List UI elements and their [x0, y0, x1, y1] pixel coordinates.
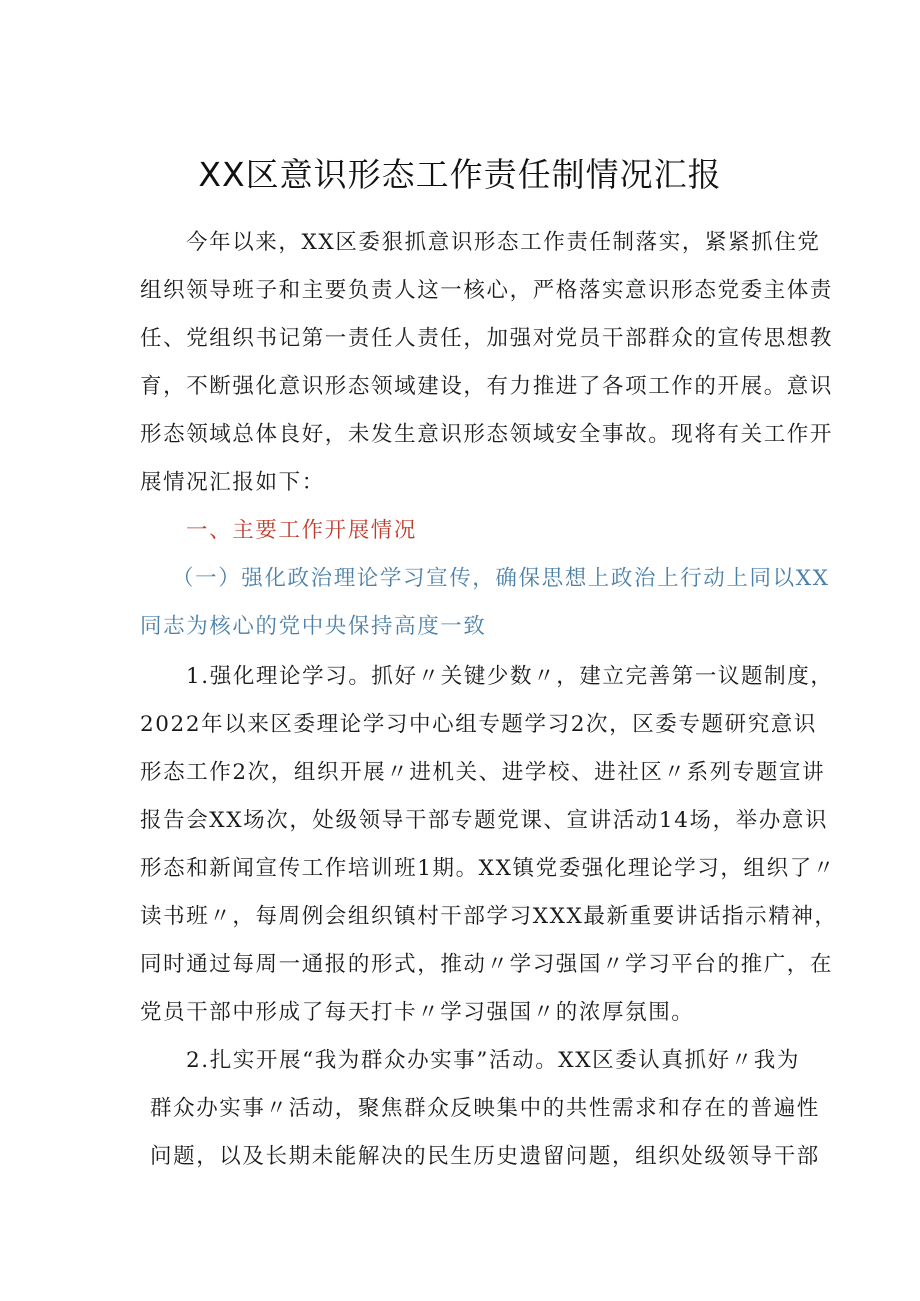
item2-line-3: 问题，以及长期未能解决的民生历史遗留问题，组织处级领导干部 [150, 1144, 820, 1169]
item1-line-2: 2022年以来区委理论学习中心组专题学习2次，区委专题研究意识 [140, 712, 817, 737]
subsection-heading-line-1: （一）强化政治理论学习宣传，确保思想上政治上行动上同以XX [172, 566, 830, 591]
item1-line-8: 党员干部中形成了每天打卡〃学习强国〃的浓厚氛围。 [140, 1000, 695, 1025]
document-title: XX区意识形态工作责任制情况汇报 [198, 155, 722, 194]
item1-line-1: 1.强化理论学习。抓好〃关键少数〃，建立完善第一议题制度， [186, 664, 834, 689]
intro-line-5: 形态领域总体良好，未发生意识形态领域安全事故。现将有关工作开 [140, 422, 834, 447]
item1-line-5: 形态和新闻宣传工作培训班1期。XX镇党委强化理论学习，组织了〃 [140, 856, 836, 881]
intro-line-3: 任、党组织书记第一责任人责任，加强对党员干部群众的宣传思想教 [140, 326, 834, 351]
intro-line-4: 育，不断强化意识形态领域建设，有力推进了各项工作的开展。意识 [140, 374, 834, 399]
intro-line-2: 组织领导班子和主要负责人这一核心，严格落实意识形态党委主体责 [140, 278, 834, 303]
item2-line-2: 群众办实事〃活动，聚焦群众反映集中的共性需求和存在的普遍性 [150, 1096, 820, 1121]
item1-line-6: 读书班〃，每周例会组织镇村干部学习XXX最新重要讲话指示精神， [140, 904, 838, 929]
subsection-heading-line-2: 同志为核心的党中央保持高度一致 [140, 614, 487, 639]
intro-line-1: 今年以来，XX区委狠抓意识形态工作责任制落实，紧紧抓住党 [186, 230, 821, 255]
section-heading: 一、主要工作开展情况 [186, 518, 418, 543]
item2-line-1: 2.扎实开展“我为群众办实事”活动。XX区委认真抓好〃我为 [186, 1048, 801, 1073]
intro-line-6: 展情况汇报如下： [140, 470, 325, 495]
item1-line-7: 同时通过每周一通报的形式，推动〃学习强国〃学习平台的推广，在 [140, 952, 834, 977]
item1-line-3: 形态工作2次，组织开展〃进机关、进学校、进社区〃系列专题宣讲 [140, 760, 826, 785]
item1-line-4: 报告会XX场次，处级领导干部专题党课、宣讲活动14场，举办意识 [140, 808, 829, 833]
